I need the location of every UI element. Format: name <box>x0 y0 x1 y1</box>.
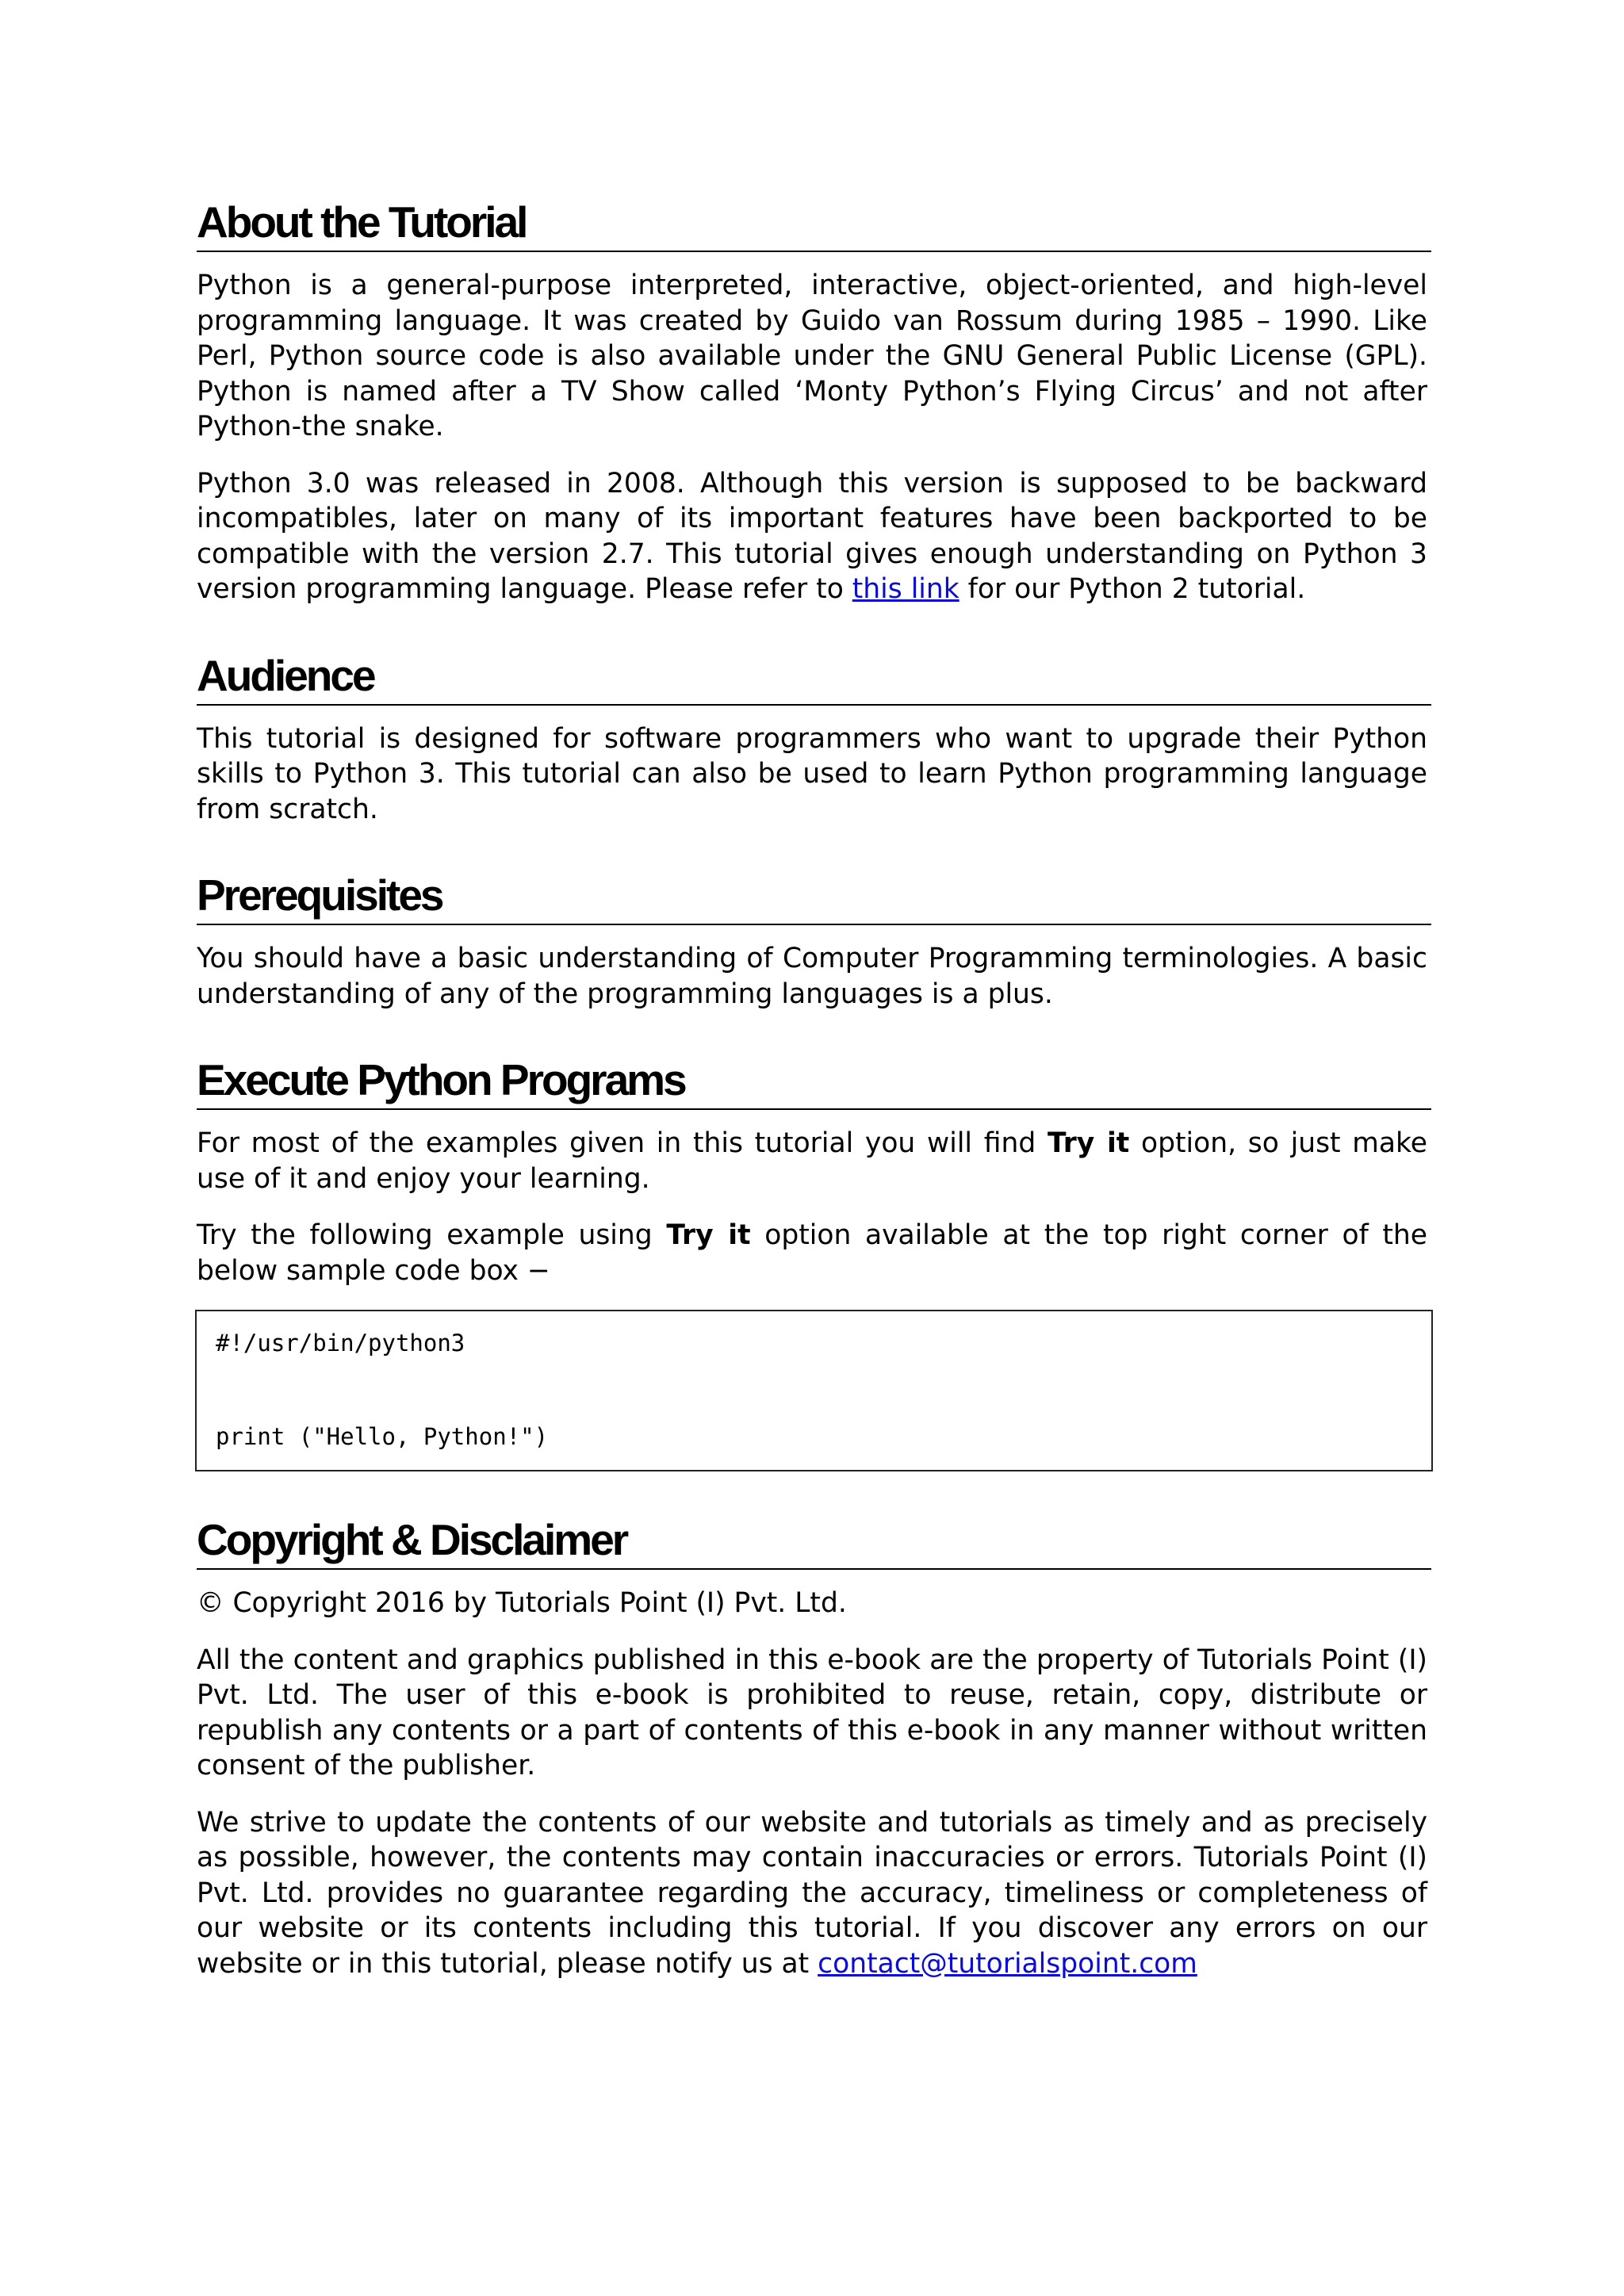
heading-audience: Audience <box>197 650 1431 706</box>
heading-prerequisites: Prerequisites <box>197 870 1431 925</box>
heading-execute-python-programs: Execute Python Programs <box>197 1054 1431 1110</box>
about-paragraph-2-text: Python 3.0 was released in 2008. Although this version is supposed to be backward incompatibles, later on many of its important features have been backported to be compatible with the version 2.7. This tutorial gives enough understanding on Python 3 version programming language. Please refer to <box>197 467 1427 605</box>
execute-p1-tail: option, so just make use of it and enjoy your learning. <box>197 1127 1428 1195</box>
execute-paragraph-2 <box>197 1218 1431 1288</box>
this-link[interactable]: this link <box>852 573 959 605</box>
try-it-label-2: Try it <box>666 1219 751 1251</box>
copyright-paragraph-3 <box>197 1805 1431 1982</box>
execute-p2-text: Try the following example using <box>197 1219 667 1251</box>
audience-paragraph: This tutorial is designed for software programmers who want to upgrade their Python skills to Python 3. This tutorial can also be used to learn Python programming language from scratch. <box>197 722 1427 825</box>
section-audience <box>197 650 1431 828</box>
heading-copyright-disclaimer: Copyright & Disclaimer <box>197 1514 1431 1570</box>
about-paragraph-2-tail: for our Python 2 tutorial. <box>959 573 1306 605</box>
copyright-p3-text: We strive to update the contents of our website and tutorials as timely and as precisely as possible, however, the contents may contain inaccuracies or errors. Tutorials Point (I) Pvt. Ltd. provides no guarantee regarding the accuracy, timeliness or completeness of our website or its contents including this tutorial. If you discover any errors on our website or in this tutorial, please notify us at <box>197 1806 1427 1980</box>
code-line-print: print ("Hello, Python!") <box>216 1423 549 1450</box>
sample-code-box <box>195 1310 1433 1471</box>
section-about <box>197 197 1431 607</box>
copyright-paragraph-2: All the content and graphics published in this e-book are the property of Tutorials Point (I) Pvt. Ltd. The user of this e-book is prohibited to reuse, retain, copy, distribute or republish any contents or a part of contents of this e-book in any manner without written consent of the publisher. <box>197 1644 1427 1781</box>
contact-email-link[interactable]: contact@tutorialspoint.com <box>818 1947 1197 1980</box>
section-execute <box>197 1054 1431 1471</box>
document-page <box>197 197 1431 2024</box>
section-copyright <box>197 1514 1431 1981</box>
about-paragraph-1: Python is a general-purpose interpreted, interactive, object-oriented, and high-level programming language. It was created by Guido van Rossum during 1985 – 1990. Like Perl, Python source code is also available under the GNU General Public License (GPL). Python is named after a TV Show called ‘Monty Python’s Flying Circus’ and not after Python-the snake. <box>197 270 1427 442</box>
prerequisites-paragraph: You should have a basic understanding of Computer Programming terminologies. A basic understanding of any of the programming languages is a plus. <box>197 943 1427 1010</box>
code-line-shebang: #!/usr/bin/python3 <box>216 1330 465 1357</box>
copyright-line: © Copyright 2016 by Tutorials Point (I) Pvt. Ltd. <box>197 1587 847 1619</box>
about-paragraph-2 <box>197 466 1431 607</box>
section-prerequisites <box>197 870 1431 1012</box>
code-blank-line <box>216 1357 1412 1422</box>
execute-p2-tail: option available at the top right corner of the below sample code box − <box>197 1219 1428 1287</box>
execute-p1-text: For most of the examples given in this tutorial you will find <box>197 1127 1048 1159</box>
heading-about-tutorial: About the Tutorial <box>197 197 1431 252</box>
execute-paragraph-1 <box>197 1126 1431 1196</box>
try-it-label: Try it <box>1047 1127 1130 1159</box>
